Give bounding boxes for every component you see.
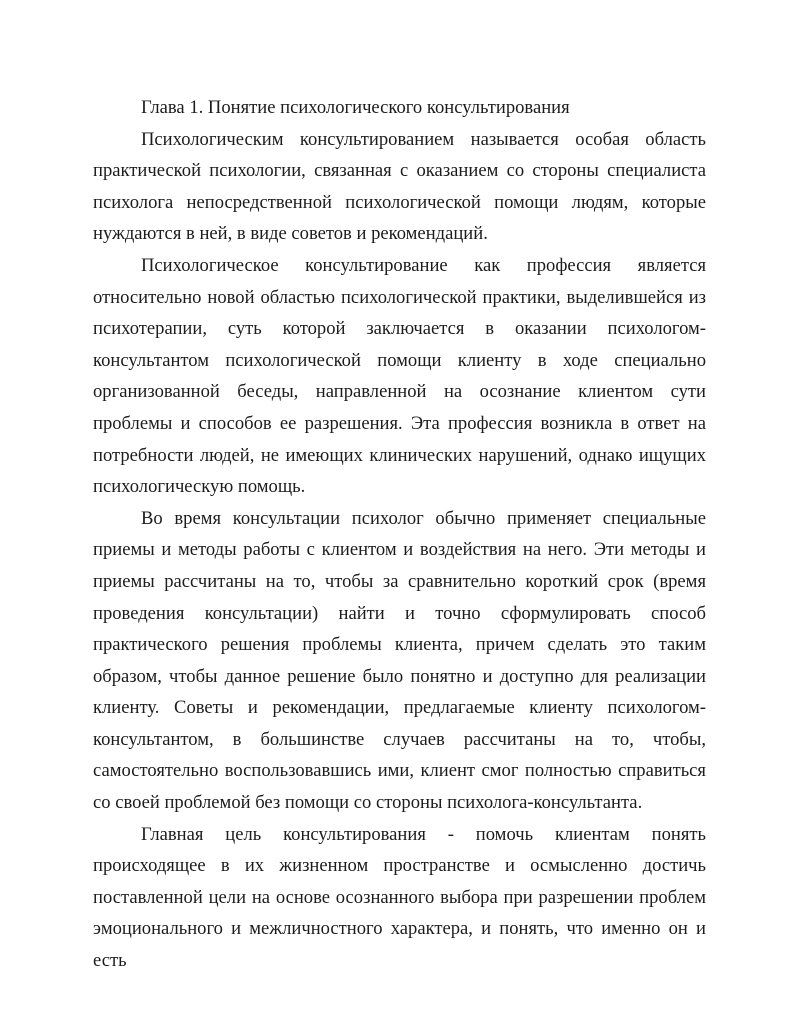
paragraph-2: Психологическое консультирование как профессия является относительно новой областью психологической практики, выделившейся из психотерапии, суть которой заключается в оказании психологом-консультантом психологической помощи клиенту в ходе специально организованной беседы, направленной на осознание клиентом сути проблемы и способов ее разрешения. Эта профессия возникла в ответ на потребности людей, не имеющих клинических нарушений, однако ищущих психологическую помощь. [93,254,706,498]
document-page [93,92,706,977]
chapter-title: Глава 1. Понятие психологического консультирования [141,97,570,118]
paragraph-3: Во время консультации психолог обычно применяет специальные приемы и методы работы с клиентом и воздействия на него. Эти методы и приемы рассчитаны на то, чтобы за сравнительно короткий срок (время проведения консультации) найти и точно сформулировать способ практического решения проблемы клиента, причем сделать это таким образом, чтобы данное решение было понятно и доступно для реализации клиенту. Советы и рекомендации, предлагаемые клиенту психологом-консультантом, в большинстве случаев рассчитаны на то, чтобы, самостоятельно воспользовавшись ими, клиент смог полностью справиться со своей проблемой без помощи со стороны психолога-консультанта. [93,507,706,814]
paragraph-1: Психологическим консультированием называется особая область практической психологии, связанная с оказанием со стороны специалиста психолога непосредственной психологической помощи людям, которые нуждаются в ней, в виде советов и рекомендаций. [93,128,706,245]
paragraph-4: Главная цель консультирования - помочь клиентам понять происходящее в их жизненном пространстве и осмысленно достичь поставленной цели на основе осознанного выбора при разрешении проблем эмоционального и межличностного характера, и понять, что именно он и есть [93,823,706,972]
